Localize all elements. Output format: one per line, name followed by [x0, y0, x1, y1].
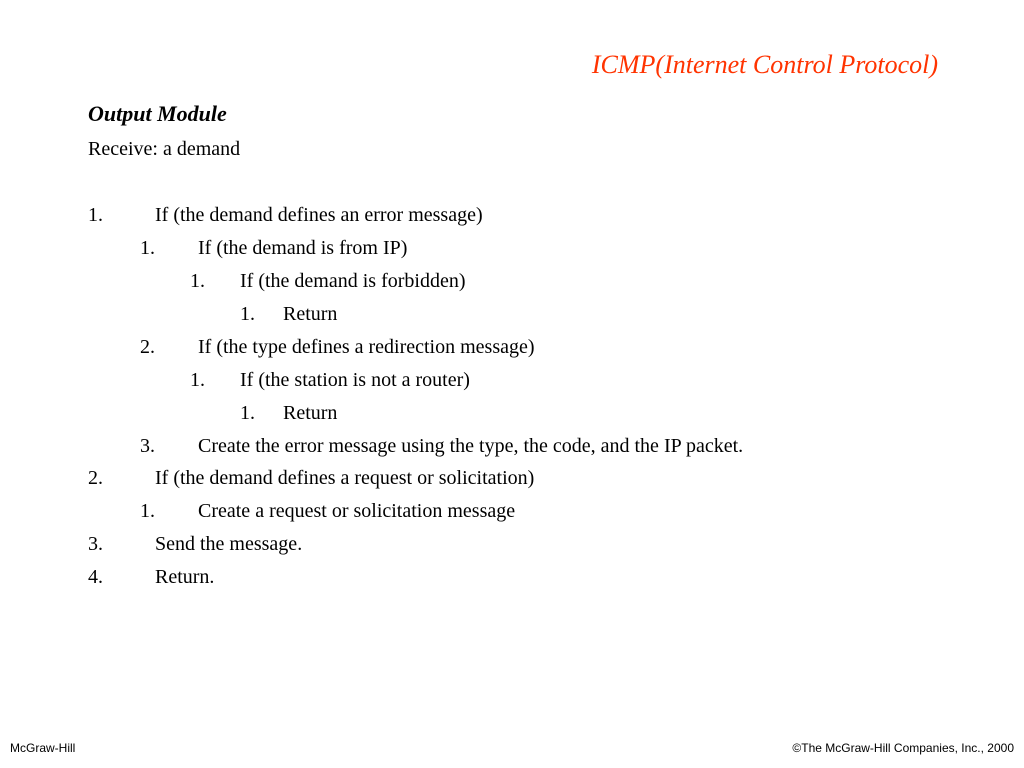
step-number: 1. [190, 270, 205, 292]
step-text: If (the station is not a router) [240, 369, 470, 391]
step-number: 1. [88, 204, 103, 226]
step-text: Return [283, 402, 338, 424]
slide-title: ICMP(Internet Control Protocol) [591, 50, 938, 79]
step-text: Create a request or solicitation message [198, 500, 516, 522]
step-text: Create the error message using the type, the code, and the IP packet. [198, 435, 744, 457]
step-text: If (the demand is forbidden) [240, 270, 466, 292]
step-text: If (the demand defines an error message) [155, 204, 483, 226]
step-text: Send the message. [155, 533, 303, 555]
step-text: If (the demand is from IP) [198, 237, 408, 259]
footer-publisher: McGraw-Hill [10, 741, 76, 755]
footer-copyright: ©The McGraw-Hill Companies, Inc., 2000 [792, 741, 1014, 755]
step-number: 3. [140, 435, 155, 457]
section-heading: Output Module [88, 101, 227, 126]
step-number: 1. [140, 237, 155, 259]
step-number: 2. [88, 467, 103, 489]
step-number: 1. [140, 500, 155, 522]
step-number: 1. [240, 303, 255, 325]
step-text: Return [283, 303, 338, 325]
step-number: 2. [140, 336, 155, 358]
step-number: 1. [240, 402, 255, 424]
step-number: 4. [88, 566, 103, 588]
receive-line: Receive: a demand [88, 138, 241, 160]
step-text: If (the type defines a redirection message) [198, 336, 535, 358]
step-text: If (the demand defines a request or solicitation) [155, 467, 535, 489]
step-number: 1. [190, 369, 205, 391]
step-text: Return. [155, 566, 215, 588]
step-number: 3. [88, 533, 103, 555]
